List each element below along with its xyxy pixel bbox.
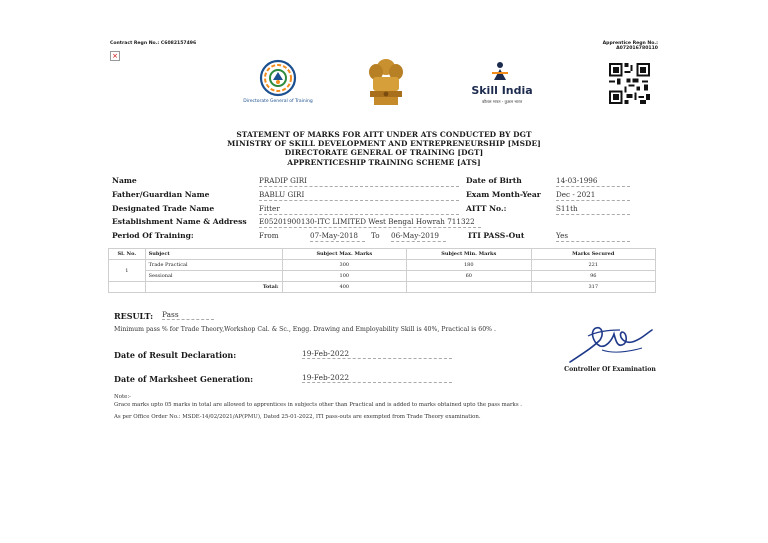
- to-label: To: [371, 231, 380, 240]
- col-header-min: Subject Min. Marks: [407, 249, 531, 260]
- contract-regn-no: Contract Regn No.: C6082157496: [110, 41, 197, 46]
- marks-table: [108, 248, 656, 293]
- establishment-value: E05201900130-ITC LIMITED West Bengal Howrah 711322: [259, 217, 481, 228]
- iti-label: ITI PASS-Out: [468, 231, 525, 240]
- generation-date-value: 19-Feb-2022: [302, 373, 452, 383]
- from-label: From: [259, 231, 279, 240]
- subject-cell: Sessional: [145, 271, 282, 282]
- total-max: 400: [282, 282, 406, 293]
- table-total-row: [109, 282, 656, 293]
- heading-line-4: APPRENTICESHIP TRAINING SCHEME [ATS]: [287, 157, 481, 167]
- secured-cell: 96: [531, 271, 656, 282]
- declaration-date-label: Date of Result Declaration:: [114, 350, 237, 360]
- name-label: Name: [112, 176, 137, 185]
- generation-date-label: Date of Marksheet Generation:: [114, 374, 254, 384]
- iti-value: Yes: [556, 231, 630, 242]
- skill-india-icon: [489, 60, 511, 82]
- aitt-value: S11th: [556, 204, 630, 215]
- exam-label: Exam Month-Year: [466, 190, 541, 199]
- table-row: [109, 260, 656, 271]
- max-cell: 300: [282, 260, 406, 271]
- skill-india-tagline: कौशल भारत - कुशल भारत: [481, 99, 523, 104]
- dob-label: Date of Birth: [466, 176, 522, 185]
- min-cell: 60: [407, 271, 531, 282]
- signature-icon: [562, 318, 658, 366]
- subject-cell: Trade Practical: [145, 260, 282, 271]
- dob-value: 14-03-1996: [556, 176, 630, 187]
- statement-heading: [160, 130, 608, 167]
- father-value: BABLU GIRI: [259, 190, 459, 201]
- controller-of-examination: Controller Of Examination: [564, 366, 656, 373]
- trade-value: Fitter: [259, 204, 459, 215]
- broken-image-icon: ×: [110, 51, 120, 61]
- max-cell: 100: [282, 271, 406, 282]
- col-header-sl: Sl. No.: [109, 249, 146, 260]
- aitt-label: AITT No.:: [466, 204, 507, 213]
- note-line-1: Grace marks upto 05 marks in total are allowed to apprentices in subjects other than Practical and is added to marks obtained upto the pass marks .: [114, 402, 523, 408]
- table-header-row: [109, 249, 656, 260]
- dgt-logo-icon: [256, 58, 300, 98]
- total-secured: 317: [531, 282, 656, 293]
- result-label: RESULT:: [114, 311, 154, 321]
- period-label: Period Of Training:: [112, 231, 194, 240]
- dgt-label: Directorate General of Training: [243, 99, 313, 104]
- result-value: Pass: [162, 310, 214, 320]
- qr-code-icon: [609, 63, 650, 104]
- col-header-subject: Subject: [145, 249, 282, 260]
- col-header-max: Subject Max. Marks: [282, 249, 406, 260]
- min-cell: 180: [407, 260, 531, 271]
- heading-line-3: DIRECTORATE GENERAL OF TRAINING [DGT]: [284, 148, 484, 158]
- father-label: Father/Guardian Name: [112, 190, 210, 199]
- skill-india-title: Skill India: [471, 84, 533, 97]
- note-line-2: As per Office Order No.: MSDE-14/02/2021/AP(PMU), Dated 25-01-2022, ITI pass-outs are exempted from Trade Theory examination.: [114, 414, 481, 420]
- col-header-secured: Marks Secured: [531, 249, 656, 260]
- to-value: 06-May-2019: [391, 231, 446, 242]
- national-emblem-icon: [364, 55, 408, 111]
- heading-line-1: STATEMENT OF MARKS FOR AITT UNDER ATS CONDUCTED BY DGT: [236, 130, 532, 139]
- name-value: PRADIP GIRI: [259, 176, 459, 187]
- total-label: Total:: [145, 282, 282, 293]
- declaration-date-value: 19-Feb-2022: [302, 349, 452, 359]
- apprentice-regn-no: Apprentice Regn No.: A072016780110: [602, 41, 658, 51]
- from-value: 07-May-2018: [310, 231, 365, 242]
- min-pass-text: Minimum pass % for Trade Theory,Workshop Cal. & Sc., Engg. Drawing and Employability Skill is 40%, Practical is 60% .: [114, 326, 496, 333]
- heading-line-2: MINISTRY OF SKILL DEVELOPMENT AND ENTREPRENEURSHIP [MSDE]: [227, 139, 541, 149]
- note-label: Note:-: [114, 394, 131, 400]
- secured-cell: 221: [531, 260, 656, 271]
- trade-label: Designated Trade Name: [112, 204, 215, 213]
- table-row: [109, 271, 656, 282]
- exam-value: Dec - 2021: [556, 190, 630, 201]
- sl-no: 1: [109, 260, 146, 282]
- establishment-label: Establishment Name & Address: [112, 217, 247, 226]
